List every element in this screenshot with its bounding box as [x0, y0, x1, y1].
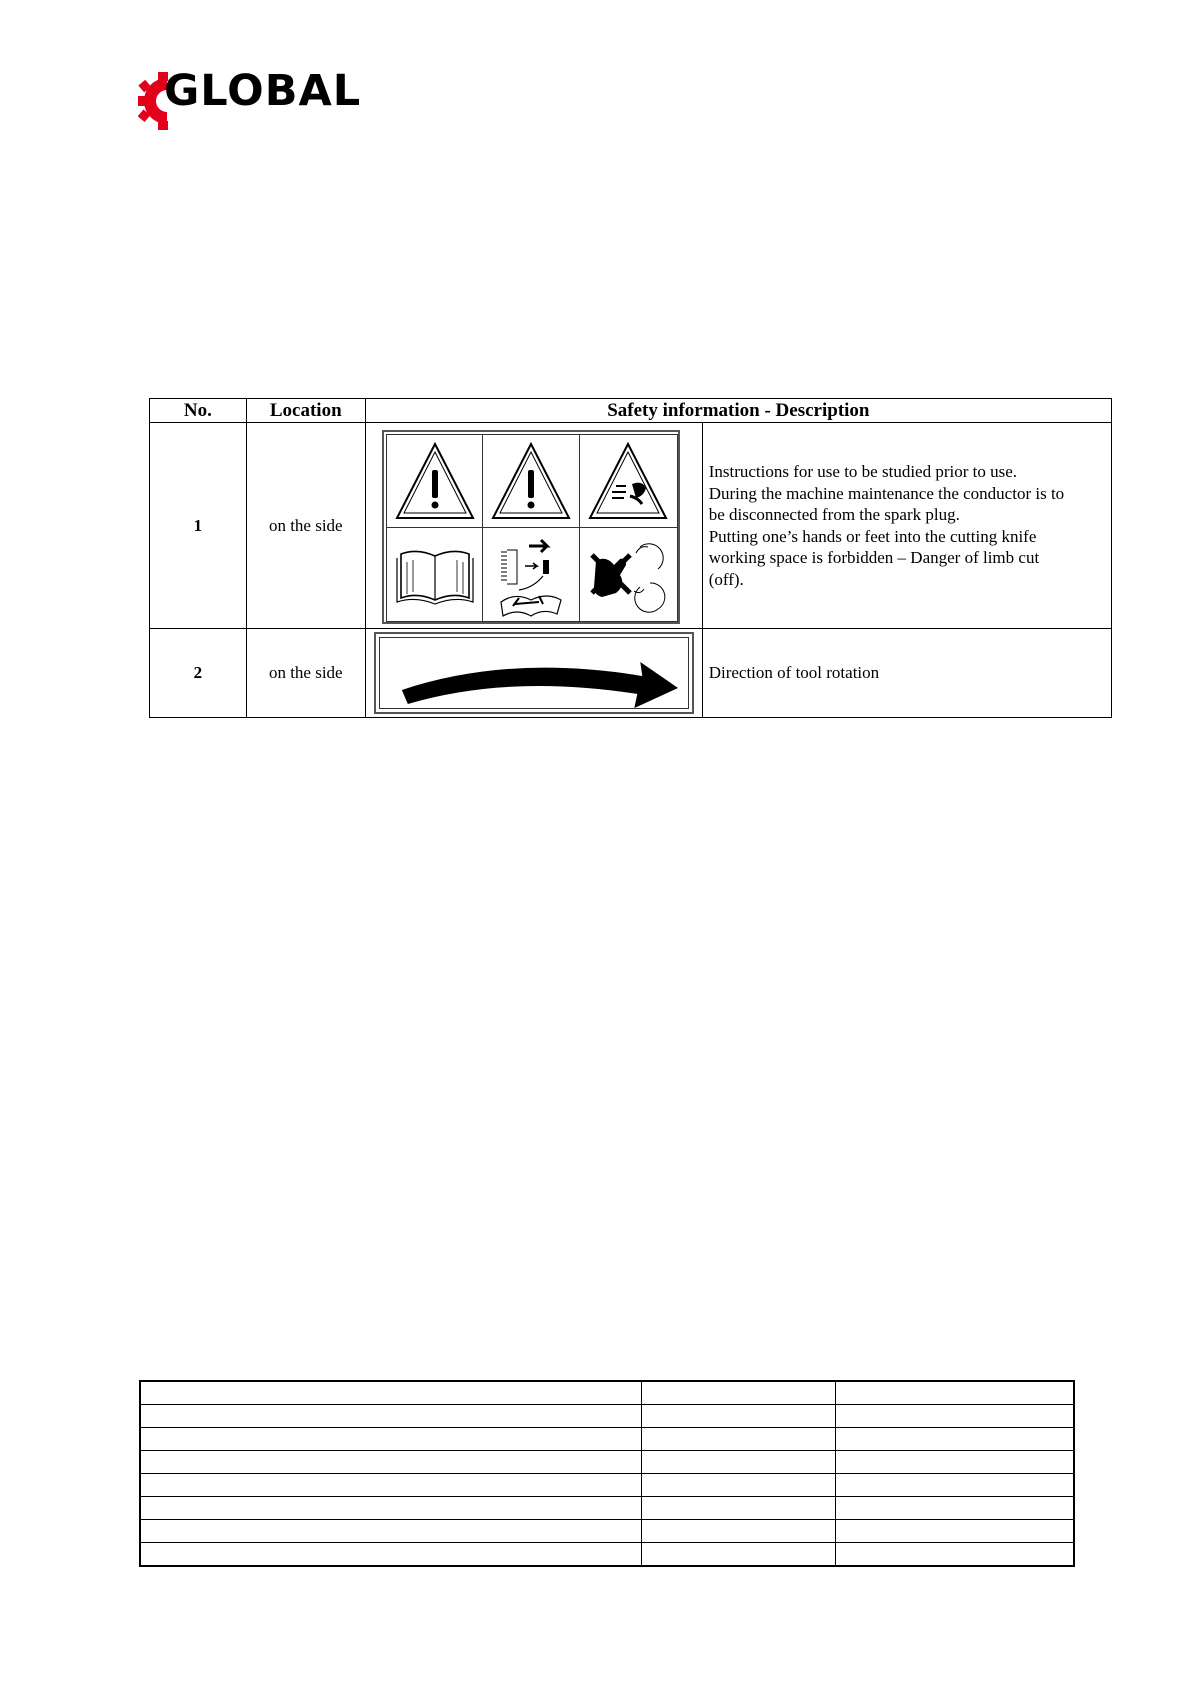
pictogram-cell — [365, 629, 702, 718]
empty-cell — [835, 1543, 1074, 1567]
rotation-direction-sticker — [374, 632, 694, 714]
row-location: on the side — [246, 629, 365, 718]
warning-triangle-icon — [387, 435, 484, 528]
empty-cell — [835, 1405, 1074, 1428]
global-logo — [138, 66, 362, 134]
table-row — [140, 1428, 1074, 1451]
empty-cell — [642, 1405, 836, 1428]
read-manual-icon — [387, 528, 484, 621]
description-line: be disconnected from the spark plug. — [708, 505, 960, 524]
empty-cell — [835, 1497, 1074, 1520]
table-header-row — [150, 399, 1112, 423]
empty-cell — [835, 1451, 1074, 1474]
empty-cell — [140, 1474, 642, 1497]
pictogram-cell — [365, 423, 702, 629]
row-description — [702, 423, 1111, 629]
row-description: Direction of tool rotation — [702, 629, 1111, 718]
header-description: Safety information - Description — [365, 399, 1111, 423]
description-line: working space is forbidden – Danger of limb cut — [708, 548, 1040, 567]
table-row — [140, 1497, 1074, 1520]
empty-cell — [642, 1451, 836, 1474]
table-row — [140, 1520, 1074, 1543]
hand-cut-warning-icon — [580, 435, 677, 528]
table-row — [150, 423, 1112, 629]
table-row — [140, 1381, 1074, 1405]
header-no: No. — [150, 399, 247, 423]
table-row — [150, 629, 1112, 718]
empty-cell — [140, 1428, 642, 1451]
empty-cell — [835, 1428, 1074, 1451]
empty-cell — [140, 1405, 642, 1428]
table-row — [140, 1405, 1074, 1428]
empty-cell — [140, 1497, 642, 1520]
description-line: During the machine maintenance the conductor is to — [708, 483, 1065, 503]
table-row — [140, 1474, 1074, 1497]
empty-cell — [140, 1543, 642, 1567]
description-line: (off). — [708, 569, 744, 589]
row-number: 1 — [150, 423, 247, 629]
warning-triangle-icon — [483, 435, 580, 528]
description-line: Instructions for use to be studied prior to use. — [708, 462, 1018, 481]
table-row — [140, 1543, 1074, 1567]
empty-cell — [140, 1451, 642, 1474]
empty-cell — [642, 1543, 836, 1567]
blank-table — [139, 1380, 1075, 1567]
empty-cell — [835, 1474, 1074, 1497]
empty-cell — [835, 1520, 1074, 1543]
header-location: Location — [246, 399, 365, 423]
rotation-arrow-icon — [380, 638, 688, 708]
empty-cell — [642, 1520, 836, 1543]
empty-cell — [140, 1520, 642, 1543]
empty-cell — [642, 1474, 836, 1497]
no-hands-near-blade-icon — [580, 528, 677, 621]
empty-cell — [140, 1381, 642, 1405]
empty-cell — [642, 1497, 836, 1520]
empty-cell — [835, 1381, 1074, 1405]
disconnect-spark-plug-icon — [483, 528, 580, 621]
empty-cell — [642, 1428, 836, 1451]
row-number: 2 — [150, 629, 247, 718]
safety-information-table — [149, 398, 1112, 718]
empty-cell — [642, 1381, 836, 1405]
description-line: Putting one’s hands or feet into the cutting knife — [708, 526, 1037, 546]
row-location: on the side — [246, 423, 365, 629]
logo-text: GLOBAL — [164, 66, 362, 116]
table-row — [140, 1451, 1074, 1474]
safety-pictogram-sticker — [382, 430, 680, 624]
